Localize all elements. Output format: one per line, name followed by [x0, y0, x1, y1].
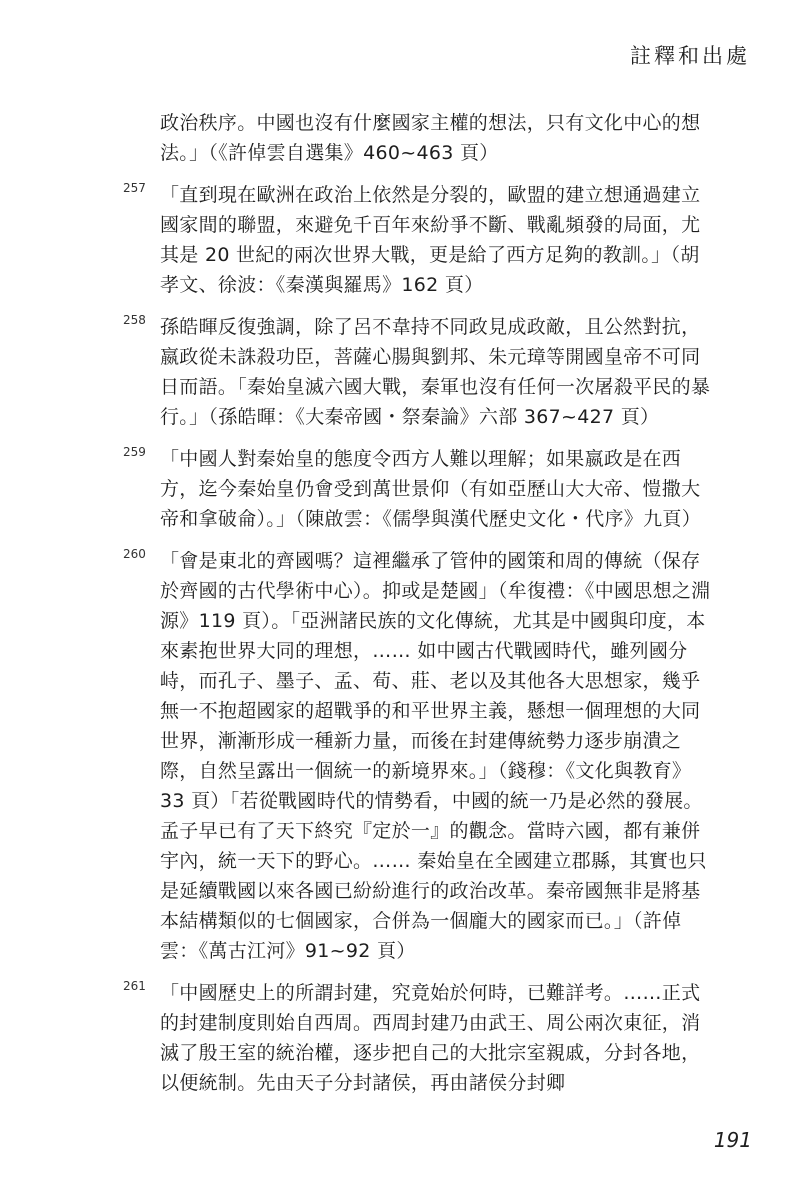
notes-body: [123, 108, 712, 1098]
footnote-259: [123, 444, 712, 534]
footnote-text: 「直到現在歐洲在政治上依然是分裂的，歐盟的建立想通過建立國家間的聯盟，來避免千百年來紛爭不斷、戰亂頻發的局面，尤其是 20 世紀的兩次世界大戰，更是給了西方足夠的教訓。」（胡孝文、徐波：《秦漢與羅馬》162 頁）: [160, 184, 701, 296]
footnote-text: 「中國人對秦始皇的態度令西方人難以理解；如果嬴政是在西方，迄今秦始皇仍會受到萬世景仰（有如亞歷山大大帝、愷撒大帝和拿破侖）。」（陳啟雲：《儒學與漢代歷史文化・代序》九頁）: [160, 448, 702, 530]
footnote-number: 260: [123, 547, 146, 561]
running-header: 註釋和出處: [630, 44, 750, 68]
continuation-paragraph: 政治秩序。中國也沒有什麼國家主權的想法，只有文化中心的想法。」（《許倬雲自選集》460~463 頁）: [160, 112, 701, 164]
footnote-258: [123, 312, 712, 432]
footnote-number: 261: [123, 979, 146, 993]
footnote-number: 259: [123, 445, 146, 459]
page-number: 191: [713, 1128, 752, 1152]
footnote-text: 「會是東北的齊國嗎？這裡繼承了管仲的國策和周的傳統（保存於齊國的古代學術中心）。抑或是楚國」（牟復禮：《中國思想之淵源》119 頁）。「亞洲諸民族的文化傳統，尤其是中國與印度，本來素抱世界大同的理想，…… 如中國古代戰國時代，雖列國分峙，而孔子、墨子、孟、荀、莊、老以及其他各大思想家，幾乎無一不抱超國家的超戰爭的和平世界主義，懸想一個理想的大同世界，漸漸形成一種新力量，而後在封建傳統勢力逐步崩潰之際，自然呈露出一個統一的新境界來。」（錢穆：《文化與教育》33 頁）「若從戰國時代的情勢看，中國的統一乃是必然的發展。孟子早已有了天下終究『定於一』的觀念。當時六國，都有兼併宇內，統一天下的野心。…… 秦始皇在全國建立郡縣，其實也只是延續戰國以來各國已紛紛進行的政治改革。秦帝國無非是將基本結構類似的七個國家，合併為一個龐大的國家而已。」（許倬雲：《萬古江河》91~92 頁）: [160, 550, 711, 962]
footnote-260: [123, 546, 712, 966]
footnote-257: [123, 180, 712, 300]
footnote-number: 257: [123, 181, 146, 195]
footnote-number: 258: [123, 313, 146, 327]
footnote-261: [123, 978, 712, 1098]
footnote-text: 「中國歷史上的所謂封建，究竟始於何時，已難詳考。……正式的封建制度則始自西周。西周封建乃由武王、周公兩次東征，消滅了殷王室的統治權，逐步把自己的大批宗室親戚，分封各地，以便統制。先由天子分封諸侯，再由諸侯分封卿: [160, 982, 701, 1094]
footnote-text: 孫皓暉反復強調，除了呂不韋持不同政見成政敵，且公然對抗，嬴政從未誅殺功臣，菩薩心腸與劉邦、朱元璋等開國皇帝不可同日而語。「秦始皇滅六國大戰，秦軍也沒有任何一次屠殺平民的暴行。」（孫皓暉：《大秦帝國・祭秦論》六部 367~427 頁）: [160, 316, 711, 428]
